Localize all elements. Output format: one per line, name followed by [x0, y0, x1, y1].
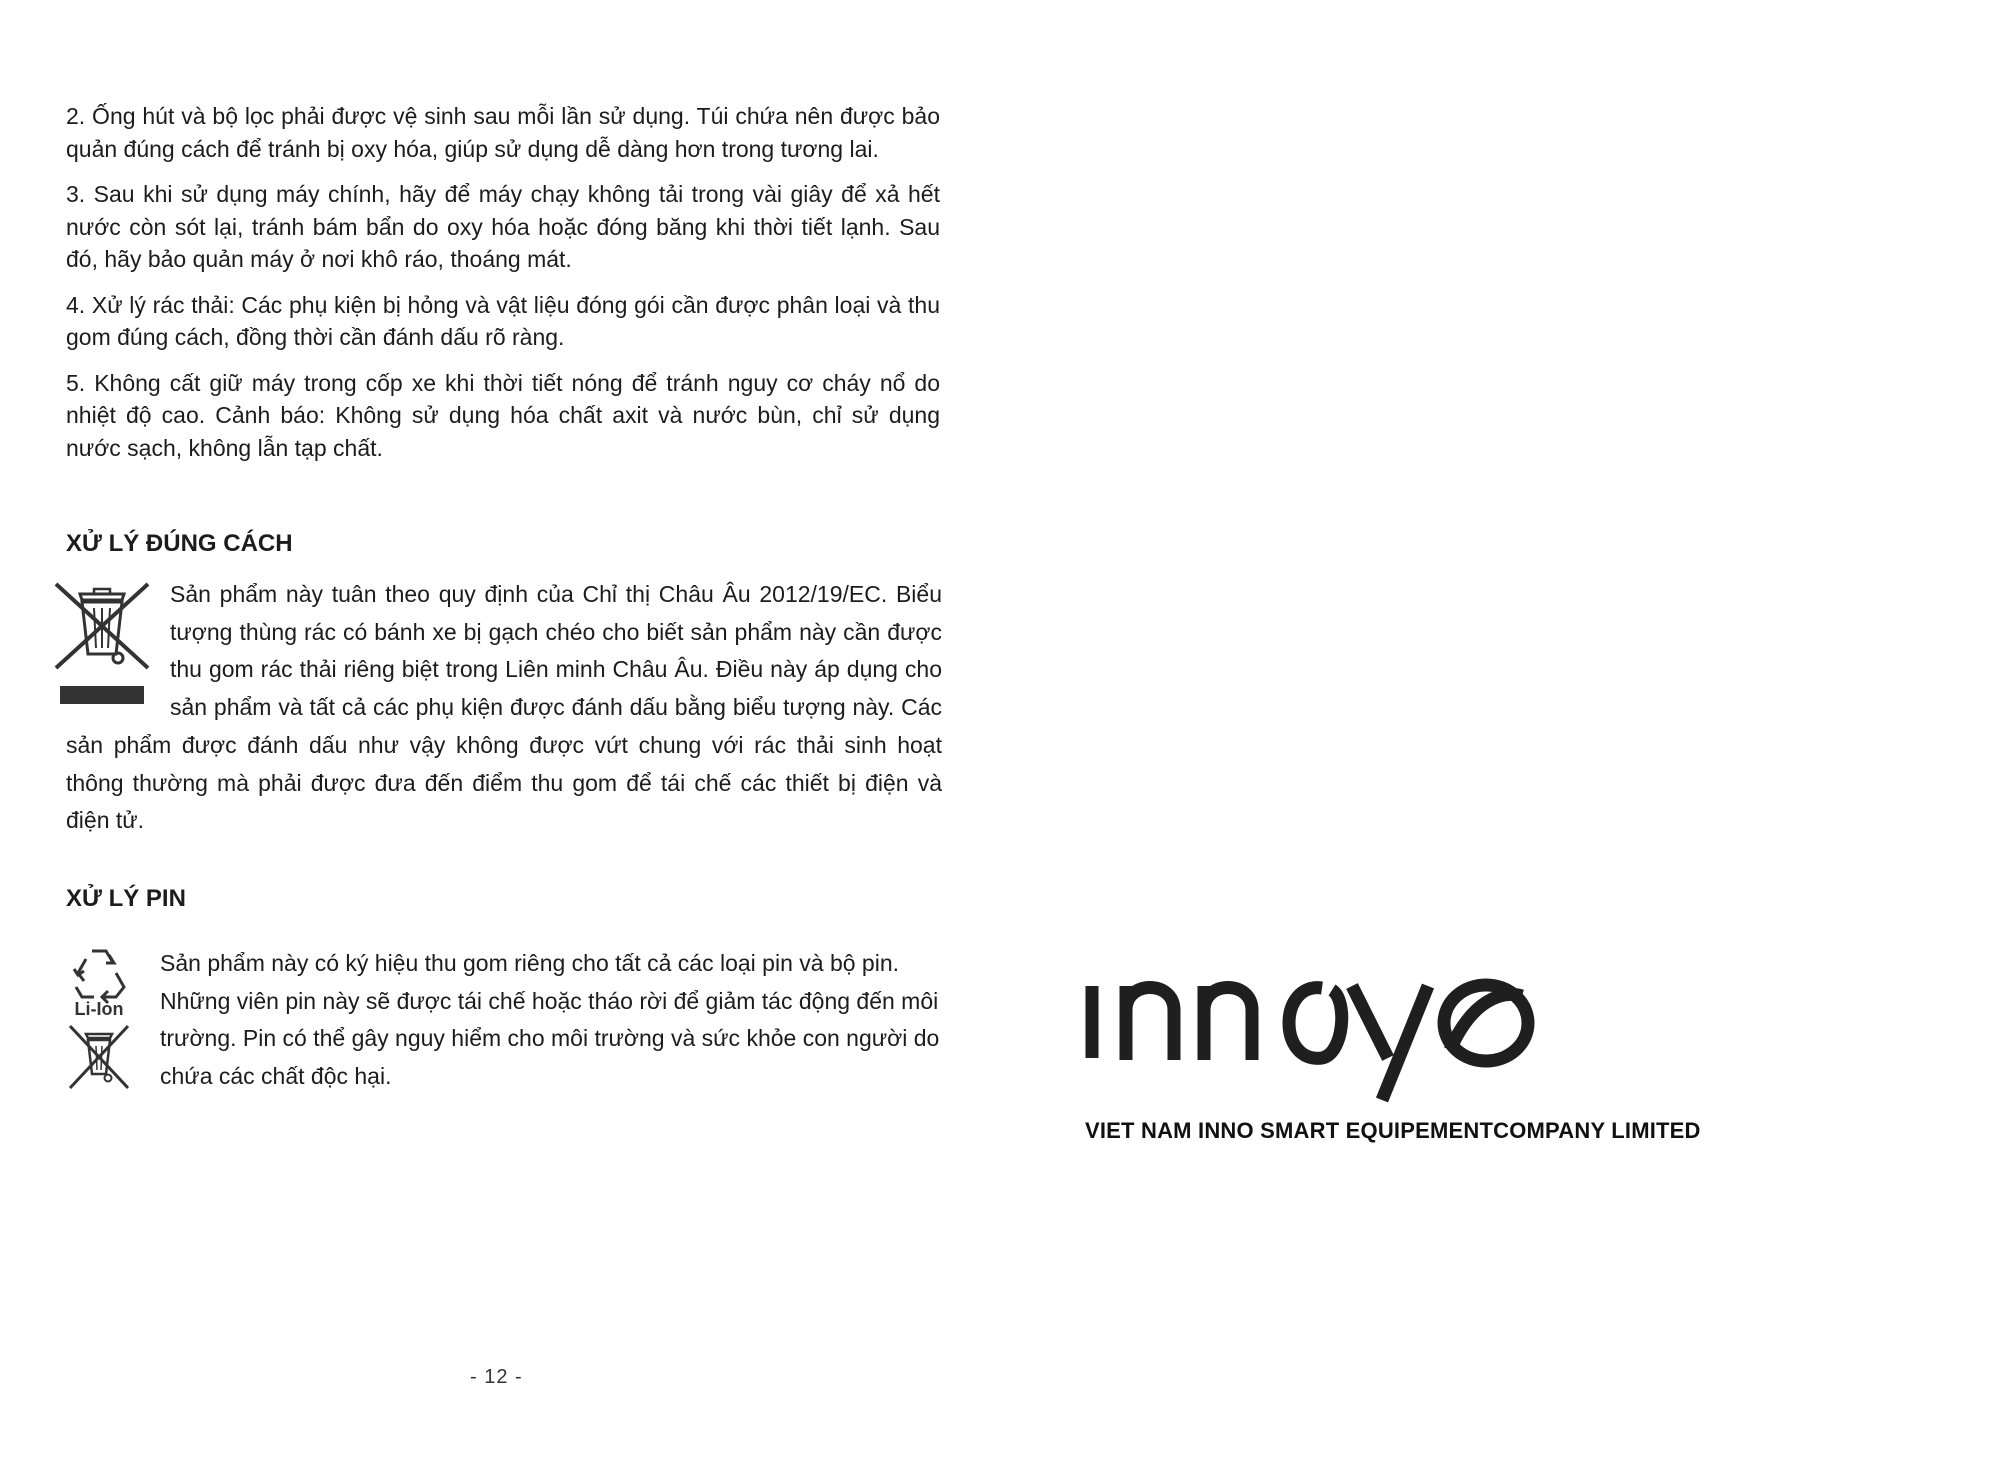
- instruction-item-5: 5. Không cất giữ máy trong cốp xe khi thời tiết nóng để tránh nguy cơ cháy nổ do nhiệt độ cao. Cảnh báo: Không sử dụng hóa chất axit và nước bùn, chỉ sử dụng nước sạch, không lẫn tạp chất.: [66, 369, 940, 461]
- crossed-out-wheelie-bin-icon: [66, 1022, 132, 1097]
- disposal-text: Sản phẩm này tuân theo quy định của Chỉ thị Châu Âu 2012/19/EC. Biểu tượng thùng rác có bánh xe bị gạch chéo cho biết sản phẩm này cần được thu gom rác thải riêng biệt trong Liên minh Châu Âu. Điều này áp dụng cho sản phẩm và tất cả các phụ kiện được đánh dấu bằng biểu tượng này. Các sản phẩm được đánh dấu như vậy không được vứt chung với rác thải sinh hoạt thông thường mà phải được đưa đến điểm thu gom để tái chế các thiết bị điện và điện tử.: [66, 581, 942, 834]
- page-number: - 12 -: [470, 1366, 523, 1388]
- battery-text: Sản phẩm này có ký hiệu thu gom riêng cho tất cả các loại pin và bộ pin. Những viên pin này sẽ được tái chế hoặc tháo rời để giảm tác động đến môi trường. Pin có thể gây nguy hiểm cho môi trường và sức khỏe con người do chứa các chất độc hại.: [160, 950, 940, 1089]
- disposal-heading: XỬ LÝ ĐÚNG CÁCH: [66, 530, 293, 557]
- instruction-item-2: 2. Ống hút và bộ lọc phải được vệ sinh sau mỗi lần sử dụng. Túi chứa nên được bảo quản đúng cách để tránh bị oxy hóa, giúp sử dụng dễ dàng hơn trong tương lai.: [66, 103, 940, 162]
- instructions-section: [66, 100, 940, 477]
- recycle-icon: [66, 945, 132, 1022]
- crossed-out-wheelie-bin-icon: [52, 580, 152, 712]
- battery-heading: XỬ LÝ PIN: [66, 885, 186, 912]
- li-ion-label: Li-Ion: [74, 999, 124, 1017]
- disposal-section: [66, 576, 942, 840]
- brand-logo: [1082, 960, 1542, 1110]
- instruction-item-4: 4. Xử lý rác thải: Các phụ kiện bị hỏng và vật liệu đóng gói cần được phân loại và thu gom đúng cách, đồng thời cần đánh dấu rõ ràng.: [66, 291, 940, 350]
- battery-icons: [66, 945, 132, 1097]
- instruction-item-3: 3. Sau khi sử dụng máy chính, hãy để máy chạy không tải trong vài giây để xả hết nước còn sót lại, tránh bám bẩn do oxy hóa hoặc đóng băng khi thời tiết lạnh. Sau đó, hãy bảo quản máy ở nơi khô ráo, thoáng mát.: [66, 181, 940, 272]
- company-name: VIET NAM INNO SMART EQUIPEMENTCOMPANY LIMITED: [1085, 1118, 1701, 1143]
